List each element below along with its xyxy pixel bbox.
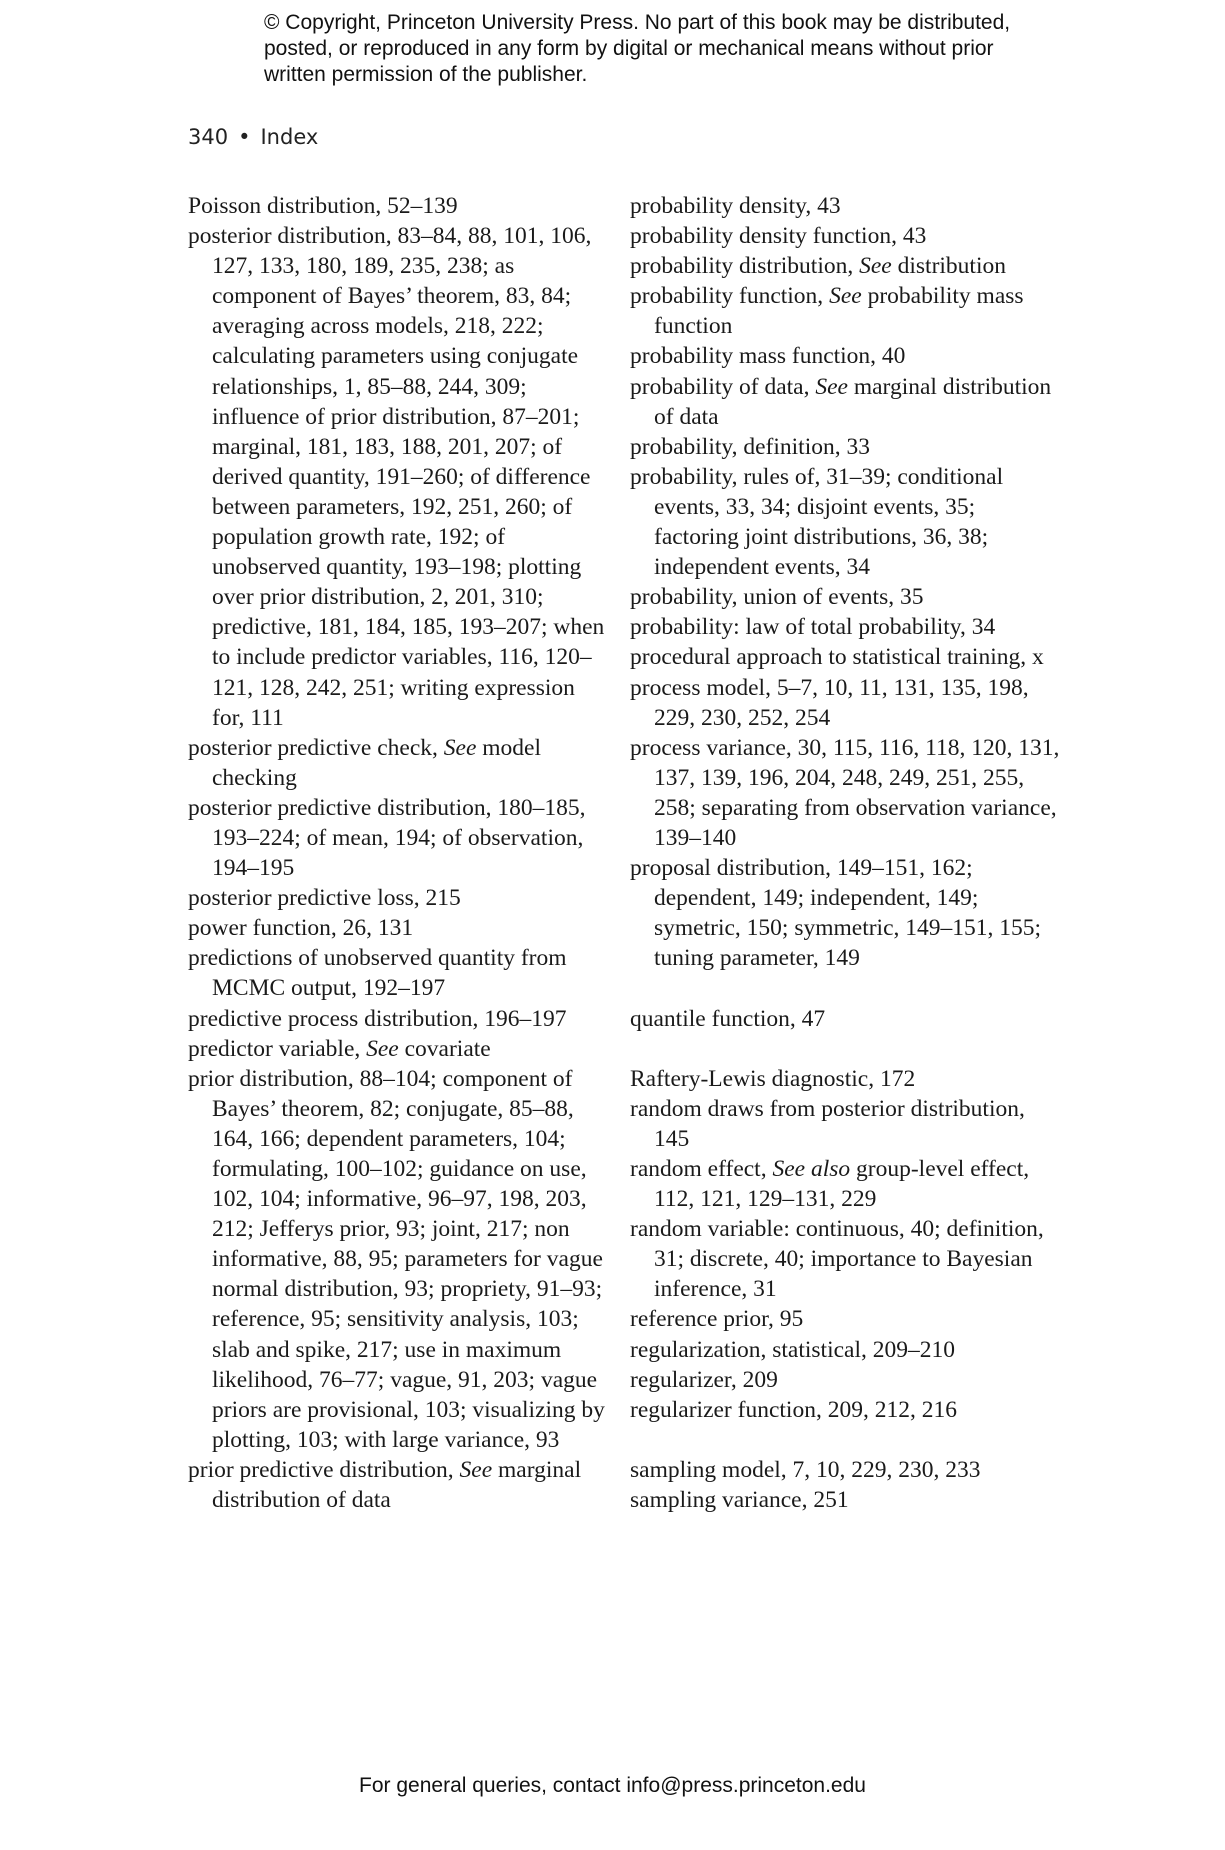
index-entry: regularization, statistical, 209–210 <box>630 1336 955 1363</box>
index-entry: probability of data, See marginal distribution of data <box>630 373 1052 430</box>
index-entry: regularizer, 209 <box>630 1366 778 1393</box>
running-head <box>188 124 318 150</box>
index-entry: probability function, See probability mass function <box>630 283 1024 340</box>
index-entry: power function, 26, 131 <box>188 915 414 942</box>
index-entry: predictor variable, See covariate <box>188 1035 491 1062</box>
index-entry: proposal distribution, 149–151, 162; dependent, 149; independent, 149; symetric, 150; symmetric, 149–151, 155; tuning parameter, 149 <box>630 855 1042 972</box>
index-entry: random effect, See also group-level effect, 112, 121, 129–131, 229 <box>630 1156 1030 1213</box>
index-entry: prior predictive distribution, See marginal distribution of data <box>188 1456 582 1514</box>
index-entry: predictions of unobserved quantity from MCMC output, 192–197 <box>188 945 567 1002</box>
index-entry: posterior predictive loss, 215 <box>188 885 461 912</box>
footer-contact: For general queries, contact info@press.princeton.edu <box>359 1774 866 1797</box>
index-entry: process variance, 30, 115, 116, 118, 120, 131, 137, 139, 196, 204, 248, 249, 251, 255, 258; separating from observation variance, 139–140 <box>630 734 1060 851</box>
index-entry: Poisson distribution, 52–139 <box>188 193 458 219</box>
index-entry: probability, rules of, 31–39; conditional events, 33, 34; disjoint events, 35; factoring joint distributions, 36, 38; independent events, 34 <box>630 463 1004 581</box>
index-entry: probability, union of events, 35 <box>630 584 924 611</box>
index-column-right <box>630 191 1060 1515</box>
page-number: 340 <box>188 125 229 149</box>
index-entry: probability density, 43 <box>630 193 841 219</box>
index-entry: regularizer function, 209, 212, 216 <box>630 1396 957 1423</box>
section-title: Index <box>260 125 319 149</box>
index-entry: probability mass function, 40 <box>630 343 906 370</box>
index-entry: Raftery-Lewis diagnostic, 172 <box>630 1065 916 1092</box>
copyright-notice: © Copyright, Princeton University Press. No part of this book may be distributed, posted, or reproduced in any form by digital or mechanical means without prior written permission of the publisher. <box>264 11 1011 86</box>
index-entry: posterior predictive distribution, 180–185, 193–224; of mean, 194; of observation, 194–195 <box>188 794 586 882</box>
index-entry: probability, definition, 33 <box>630 433 870 460</box>
index-entry: process model, 5–7, 10, 11, 131, 135, 198, 229, 230, 252, 254 <box>630 674 1029 731</box>
index-entry: probability density function, 43 <box>630 223 927 250</box>
index-entry: sampling variance, 251 <box>630 1487 849 1514</box>
index-column-left <box>188 191 608 1515</box>
index-entry: predictive process distribution, 196–197 <box>188 1005 567 1032</box>
index-entry: random draws from posterior distribution, 145 <box>630 1095 1025 1152</box>
index-entry: reference prior, 95 <box>630 1306 804 1333</box>
index-entry: probability distribution, See distribution <box>630 253 1006 280</box>
index-entry: sampling model, 7, 10, 229, 230, 233 <box>630 1456 981 1483</box>
index-entry: procedural approach to statistical training, x <box>630 644 1044 671</box>
index-entry: prior distribution, 88–104; component of Bayes’ theorem, 82; conjugate, 85–88, 164, 166; dependent parameters, 104; formulating, 100–102; guidance on use, 102, 104; informative, 96–97, 198, 203, 212; Jefferys prior, 93; joint, 217; non informative, 88, 95; parameters for vague normal distribution, 93; propriety, 91–93; reference, 95; sensitivity analysis, 103; slab and spike, 217; use in maximum likelihood, 76–77; vague, 91, 203; vague priors are provisional, 103; visualizing by plotting, 103; with large variance, 93 <box>188 1065 605 1453</box>
index-entry: random variable: continuous, 40; definition, 31; discrete, 40; importance to Bayesian inference, 31 <box>630 1216 1044 1303</box>
index-entry: posterior predictive check, See model checking <box>188 734 542 791</box>
bullet-separator: • <box>238 125 251 149</box>
index-entry: posterior distribution, 83–84, 88, 101, 106, 127, 133, 180, 189, 235, 238; as component of Bayes’ theorem, 83, 84; averaging across models, 218, 222; calculating parameters using conjugate relationships, 1, 85–88, 244, 309; influence of prior distribution, 87–201; marginal, 181, 183, 188, 201, 207; of derived quantity, 191–260; of difference between parameters, 192, 251, 260; of population growth rate, 192; of unobserved quantity, 193–198; plotting over prior distribution, 2, 201, 310; predictive, 181, 184, 185, 193–207; when to include predictor variables, 116, 120–121, 128, 242, 251; writing expression for, 111 <box>188 223 605 731</box>
index-entry: probability: law of total probability, 34 <box>630 614 996 641</box>
index-entry: quantile function, 47 <box>630 1005 826 1032</box>
